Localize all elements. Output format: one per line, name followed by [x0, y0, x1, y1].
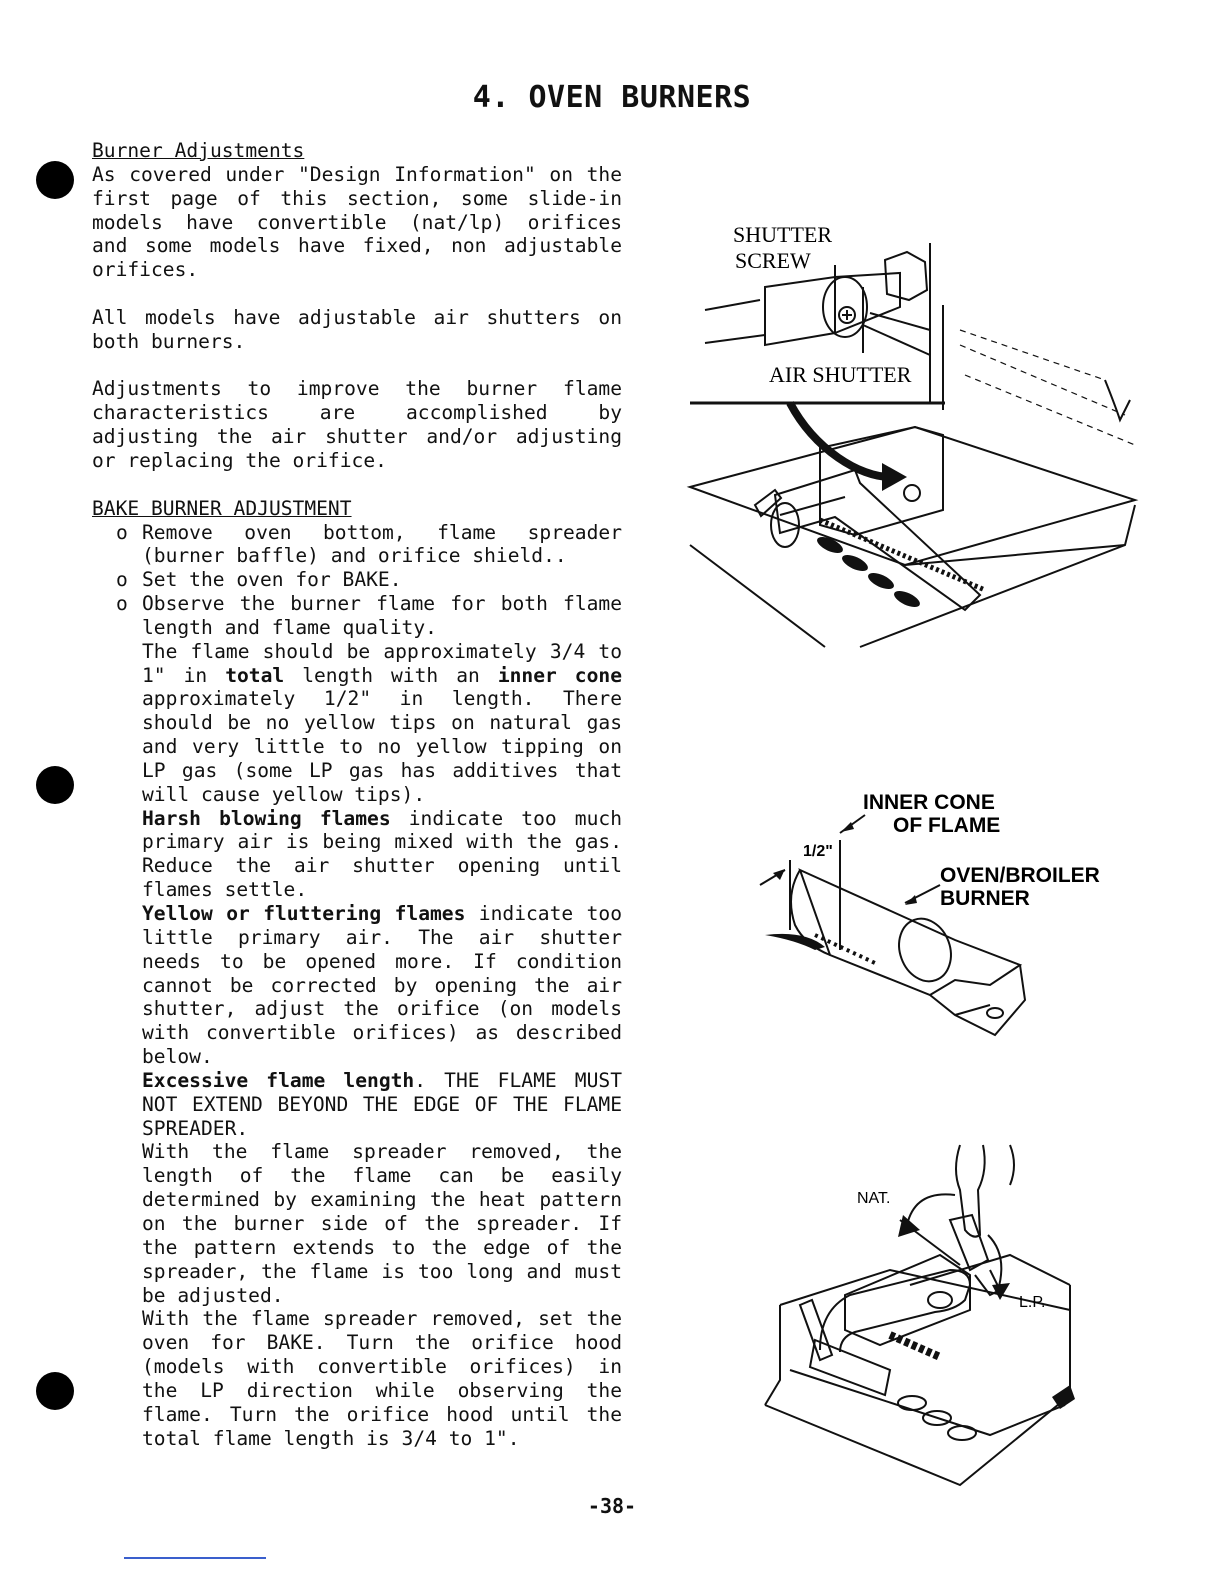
footer-rule — [124, 1557, 266, 1559]
inner-cone-illustration — [755, 785, 1115, 1045]
paragraph-flame-size: The flame should be approximately 3/4 to 1" in total length with an inner cone approximately 1/2" in length. There should be no yellow tips on natural gas and very little to no yellow tipping on LP gas (some LP gas has additives that will cause yellow tips). — [142, 639, 622, 806]
list-item: o Remove oven bottom, flame spreader (burner baffle) and orifice shield.. — [116, 520, 622, 568]
orifice-hood-illustration — [760, 1135, 1090, 1490]
shutter-screw-label-2: SCREW — [735, 248, 811, 273]
binder-hole-top — [36, 161, 74, 199]
paragraph-yellow-flames: Yellow or fluttering flames indicate too little primary air. The air shutter needs to be opened more. If condition cannot be corrected by opening the air shutter, adjust the orifice (on models with convertible orifices) as described below. — [142, 902, 622, 1069]
half-inch-label: 1/2" — [803, 843, 833, 860]
air-shutter-illustration — [685, 215, 1140, 665]
body-text — [92, 139, 622, 1450]
paragraph-adjustments: Adjustments to improve the burner flame characteristics are accomplished by adjusting the air shutter and/or adjusting or replacing the orifice. — [92, 377, 622, 472]
bullet: o — [116, 592, 128, 616]
list-item: o Set the oven for BAKE. — [116, 568, 402, 592]
bake-burner-heading: BAKE BURNER ADJUSTMENT — [92, 496, 352, 520]
paragraph-design-info: As covered under "Design Information" on the first page of this section, some slide-in models have convertible (nat/lp) orifices and some models have fixed, non adjustable orifices. — [92, 162, 622, 282]
burner-adjustments-heading: Burner Adjustments — [92, 139, 305, 162]
bullet: o — [116, 520, 128, 544]
paragraph-flame-spreader: With the flame spreader removed, the length of the flame can be easily determined by examining the heat pattern on the burner side of the spreader. If the pattern extends to the edge of the spreader, the flame is too long and must be adjusted. — [142, 1140, 622, 1307]
paragraph-excessive-flame: Excessive flame length. THE FLAME MUST NOT EXTEND BEYOND THE EDGE OF THE FLAME SPREADER. — [142, 1068, 622, 1140]
binder-hole-bottom — [36, 1372, 74, 1410]
paragraph-harsh-flames: Harsh blowing flames indicate too much primary air is being mixed with the gas. Reduce the air shutter opening until flames settle. — [142, 806, 622, 902]
shutter-screw-label-1: SHUTTER — [733, 222, 832, 247]
burner-label-1: OVEN/BROILER — [940, 864, 1100, 887]
bullet: o — [116, 568, 128, 592]
page-title: 4. OVEN BURNERS — [472, 80, 752, 115]
lp-label: L.P. — [1019, 1294, 1046, 1311]
inner-cone-label-2: OF FLAME — [893, 814, 1001, 837]
burner-label-2: BURNER — [940, 887, 1030, 910]
nat-label: NAT. — [857, 1190, 891, 1207]
paragraph-orifice-hood: With the flame spreader removed, set the oven for BAKE. Turn the orifice hood (models with convertible orifices) in the LP direction while observing the flame. Turn the orifice hood until the total flame length is 3/4 to 1". — [142, 1307, 622, 1450]
paragraph-air-shutters: All models have adjustable air shutters on both burners. — [92, 305, 622, 353]
list-item: o Observe the burner flame for both flame length and flame quality. — [116, 592, 622, 639]
inner-cone-label-1: INNER CONE — [863, 791, 995, 814]
page-number: -38- — [587, 1494, 637, 1518]
binder-hole-middle — [36, 766, 74, 804]
air-shutter-label: AIR SHUTTER — [769, 362, 912, 387]
